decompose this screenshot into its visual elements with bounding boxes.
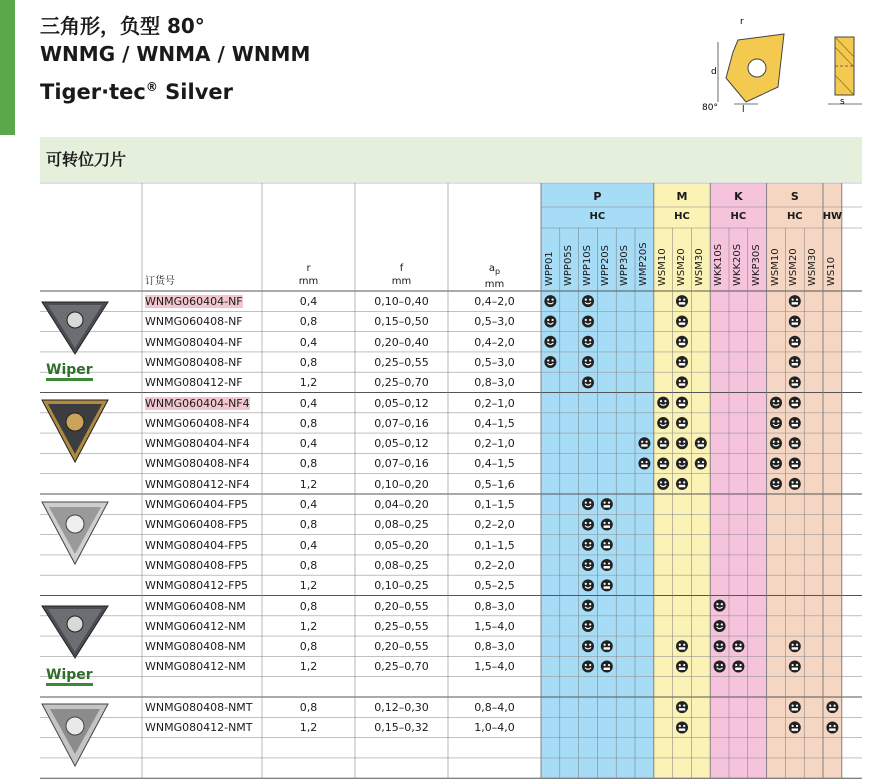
depth-value: 1,5–4,0 <box>474 619 515 633</box>
additional-application-icon <box>601 518 613 530</box>
main-application-icon <box>714 661 726 673</box>
feed-value: 0,25–0,55 <box>374 619 429 633</box>
insert-image-fp5 <box>40 498 110 568</box>
feed-value: 0,10–0,20 <box>374 477 429 491</box>
grade-label: WKK10S <box>713 243 725 286</box>
additional-application-icon <box>638 458 650 470</box>
depth-value: 0,8–3,0 <box>474 640 515 654</box>
main-application-icon <box>714 620 726 632</box>
radius-value: 1,2 <box>299 579 318 593</box>
main-application-icon <box>582 539 594 551</box>
depth-value: 0,2–1,0 <box>474 437 515 451</box>
additional-application-icon <box>601 498 613 510</box>
depth-value: 0,2–2,0 <box>474 558 515 572</box>
main-application-icon <box>714 600 726 612</box>
additional-application-icon <box>789 701 801 713</box>
depth-value: 0,5–3,0 <box>474 355 515 369</box>
additional-application-icon <box>676 661 688 673</box>
main-application-icon <box>582 640 594 652</box>
radius-value: 0,8 <box>299 599 318 613</box>
main-application-icon <box>676 458 688 470</box>
additional-application-icon <box>789 721 801 733</box>
depth-value: 0,8–3,0 <box>474 599 515 613</box>
depth-value: 0,5–2,5 <box>474 579 515 593</box>
additional-application-icon <box>676 640 688 652</box>
col-header-ap: $a_p$ mm <box>484 263 505 290</box>
main-application-icon <box>582 518 594 530</box>
wiper-badge-nm: Wiper <box>46 667 93 683</box>
additional-application-icon <box>676 417 688 429</box>
depth-value: 0,5–3,0 <box>474 315 515 329</box>
radius-value: 0,8 <box>299 416 318 430</box>
svg-text:d: d <box>711 67 717 77</box>
grade-label: WKP30S <box>750 244 762 286</box>
additional-application-icon <box>789 437 801 449</box>
main-application-icon <box>582 579 594 591</box>
insert-image-nm <box>40 600 110 660</box>
feed-value: 0,08–0,25 <box>374 558 429 572</box>
radius-value: 0,4 <box>299 498 318 511</box>
depth-value: 0,2–1,0 <box>474 396 515 410</box>
radius-value: 0,8 <box>299 640 318 654</box>
group-label-S: S <box>790 190 799 203</box>
order-code: WNMG080408-FP5 <box>145 558 249 572</box>
group-label-K: K <box>734 190 743 203</box>
feed-value: 0,20–0,55 <box>374 599 429 613</box>
additional-application-icon <box>732 661 744 673</box>
grade-label: WPP01 <box>544 251 555 286</box>
grade-label: WPP10S <box>581 244 593 286</box>
additional-application-icon <box>601 539 613 551</box>
feed-value: 0,20–0,40 <box>374 335 429 349</box>
depth-value: 0,5–1,6 <box>474 477 515 491</box>
col-header-r: r mm <box>298 263 319 287</box>
main-application-icon <box>676 437 688 449</box>
additional-application-icon <box>789 397 801 409</box>
main-application-icon <box>770 417 782 429</box>
order-code: WNMG080408-NMT <box>145 701 253 714</box>
main-application-icon <box>544 356 556 368</box>
feed-value: 0,07–0,16 <box>374 457 429 471</box>
svg-text:80°: 80° <box>702 103 718 113</box>
additional-application-icon <box>601 559 613 571</box>
order-code: WNMG060412-NM <box>145 619 246 633</box>
order-code: WNMG080404-FP5 <box>145 538 249 552</box>
main-application-icon <box>582 376 594 388</box>
depth-value: 1,0–4,0 <box>474 721 515 735</box>
main-application-icon <box>582 336 594 348</box>
order-code: WNMG060404-NF <box>145 295 243 308</box>
main-application-icon <box>582 600 594 612</box>
depth-value: 0,4–2,0 <box>474 335 515 349</box>
depth-value: 0,8–3,0 <box>474 376 515 390</box>
radius-value: 0,8 <box>299 315 318 329</box>
radius-value: 0,4 <box>299 396 318 410</box>
feed-value: 0,08–0,25 <box>374 518 429 532</box>
radius-value: 1,2 <box>299 477 318 491</box>
additional-application-icon <box>789 458 801 470</box>
additional-application-icon <box>676 478 688 490</box>
order-code: WNMG060408-FP5 <box>145 518 249 532</box>
depth-value: 1,5–4,0 <box>474 660 515 674</box>
grade-label: WKK20S <box>732 243 743 286</box>
order-code: WNMG080412-NF <box>145 376 243 390</box>
group-sub-HC: HC <box>730 211 747 222</box>
group-sub-HC: HC <box>589 211 606 222</box>
radius-value: 0,8 <box>299 355 318 369</box>
additional-application-icon <box>601 661 613 673</box>
group-sub-HC: HC <box>674 211 690 222</box>
radius-value: 1,2 <box>299 660 318 674</box>
order-code: WNMG060408-NF4 <box>145 416 250 430</box>
feed-value: 0,20–0,55 <box>374 640 429 654</box>
main-application-icon <box>582 356 594 368</box>
additional-application-icon <box>676 721 688 733</box>
section-title: 可转位刀片 <box>46 150 127 169</box>
depth-value: 0,4–2,0 <box>474 295 515 308</box>
insert-image-nf4 <box>40 396 110 466</box>
depth-value: 0,2–2,0 <box>474 518 515 532</box>
main-application-icon <box>582 559 594 571</box>
brand-title: Tiger·tec® Silver <box>40 80 233 104</box>
main-application-icon <box>657 417 669 429</box>
additional-application-icon <box>789 417 801 429</box>
grade-label: WSM10 <box>656 248 668 286</box>
order-code: WNMG080404-NF4 <box>145 437 250 451</box>
order-code: WNMG060404-FP5 <box>145 498 249 511</box>
main-application-icon <box>582 295 594 307</box>
main-application-icon <box>582 661 594 673</box>
radius-value: 1,2 <box>299 376 318 390</box>
feed-value: 0,25–0,70 <box>374 376 429 390</box>
grade-label: WS10 <box>826 257 837 286</box>
additional-application-icon <box>676 315 688 327</box>
radius-value: 0,8 <box>299 558 318 572</box>
page-title: 三角形，负型 80° <box>40 14 205 38</box>
main-application-icon <box>582 498 594 510</box>
main-application-icon <box>582 315 594 327</box>
col-header-f: f mm <box>391 263 412 287</box>
feed-value: 0,10–0,40 <box>374 295 429 308</box>
additional-application-icon <box>789 640 801 652</box>
additional-application-icon <box>676 397 688 409</box>
radius-value: 0,8 <box>299 701 318 714</box>
additional-application-icon <box>638 437 650 449</box>
additional-application-icon <box>789 336 801 348</box>
grade-label: WPP05S <box>562 244 574 286</box>
wiper-badge: Wiper <box>46 362 93 378</box>
additional-application-icon <box>789 295 801 307</box>
order-code: WNMG080412-NMT <box>145 721 253 735</box>
depth-value: 0,1–1,5 <box>474 538 515 552</box>
additional-application-icon <box>789 478 801 490</box>
main-application-icon <box>770 458 782 470</box>
radius-value: 0,4 <box>299 335 318 349</box>
main-application-icon <box>714 640 726 652</box>
additional-application-icon <box>826 701 838 713</box>
insert-image-nf <box>40 296 110 356</box>
order-code: WNMG080408-NF <box>145 355 243 369</box>
main-application-icon <box>657 478 669 490</box>
feed-value: 0,05–0,12 <box>374 437 429 451</box>
order-code: WNMG080404-NF <box>145 335 243 349</box>
additional-application-icon <box>789 315 801 327</box>
radius-value: 0,8 <box>299 518 318 532</box>
order-code: WNMG080412-FP5 <box>145 579 249 593</box>
radius-value: 0,4 <box>299 437 318 451</box>
order-code: WNMG080408-NM <box>145 640 246 654</box>
additional-application-icon <box>601 579 613 591</box>
order-code: WNMG080412-NM <box>145 660 246 674</box>
depth-value: 0,8–4,0 <box>474 701 515 714</box>
additional-application-icon <box>789 376 801 388</box>
additional-application-icon <box>601 640 613 652</box>
group-label-P: P <box>593 190 602 203</box>
additional-application-icon <box>695 458 707 470</box>
insert-codes: WNMG / WNMA / WNMM <box>40 42 311 66</box>
grade-label: WPP20S <box>600 244 612 286</box>
order-code: WNMG080412-NF4 <box>145 477 250 491</box>
grade-label: WPP30S <box>619 244 631 286</box>
additional-application-icon <box>789 356 801 368</box>
additional-application-icon <box>657 458 669 470</box>
additional-application-icon <box>657 437 669 449</box>
group-sub-HC: HC <box>786 211 803 222</box>
grade-label: WSM20 <box>675 248 687 286</box>
order-code: WNMG080408-NF4 <box>145 457 250 471</box>
main-application-icon <box>544 295 556 307</box>
grade-label: WSM30 <box>694 248 706 286</box>
additional-application-icon <box>789 661 801 673</box>
svg-text:r: r <box>740 17 744 27</box>
col-header-order-no: 订货号 <box>145 276 175 287</box>
svg-text:l: l <box>742 105 745 115</box>
group-sub-HW: HW <box>822 211 843 222</box>
grade-label: WSM10 <box>769 248 781 286</box>
group-label-M: M <box>676 190 688 203</box>
radius-value: 1,2 <box>299 721 318 735</box>
main-application-icon <box>770 437 782 449</box>
radius-value: 0,8 <box>299 457 318 471</box>
insert-image-nmt <box>40 700 110 770</box>
feed-value: 0,25–0,70 <box>374 660 429 674</box>
order-code: WNMG060408-NM <box>145 599 246 613</box>
main-application-icon <box>770 397 782 409</box>
feed-value: 0,25–0,55 <box>374 355 429 369</box>
radius-value: 1,2 <box>299 619 318 633</box>
additional-application-icon <box>676 295 688 307</box>
radius-value: 0,4 <box>299 538 318 552</box>
feed-value: 0,05–0,20 <box>374 538 429 552</box>
additional-application-icon <box>676 701 688 713</box>
main-application-icon <box>544 315 556 327</box>
svg-text:s: s <box>840 97 845 107</box>
feed-value: 0,10–0,25 <box>374 579 429 593</box>
main-application-icon <box>657 397 669 409</box>
additional-application-icon <box>695 437 707 449</box>
additional-application-icon <box>826 721 838 733</box>
feed-value: 0,15–0,50 <box>374 315 429 329</box>
grade-label: WSM20 <box>788 248 800 286</box>
feed-value: 0,07–0,16 <box>374 416 429 430</box>
radius-value: 0,4 <box>299 295 318 308</box>
feed-value: 0,15–0,32 <box>374 721 429 735</box>
depth-value: 0,4–1,5 <box>474 416 515 430</box>
grade-label: WSM30 <box>807 248 819 286</box>
grade-label: WMP20S <box>638 242 649 286</box>
additional-application-icon <box>676 356 688 368</box>
feed-value: 0,05–0,12 <box>374 396 429 410</box>
order-code: WNMG060408-NF <box>145 315 243 329</box>
main-application-icon <box>770 478 782 490</box>
main-application-icon <box>544 336 556 348</box>
depth-value: 0,1–1,5 <box>474 498 515 511</box>
depth-value: 0,4–1,5 <box>474 457 515 471</box>
additional-application-icon <box>732 640 744 652</box>
additional-application-icon <box>676 336 688 348</box>
feed-value: 0,12–0,30 <box>374 701 429 714</box>
main-application-icon <box>582 620 594 632</box>
feed-value: 0,04–0,20 <box>374 498 429 511</box>
order-code: WNMG060404-NF4 <box>145 396 250 410</box>
additional-application-icon <box>676 376 688 388</box>
